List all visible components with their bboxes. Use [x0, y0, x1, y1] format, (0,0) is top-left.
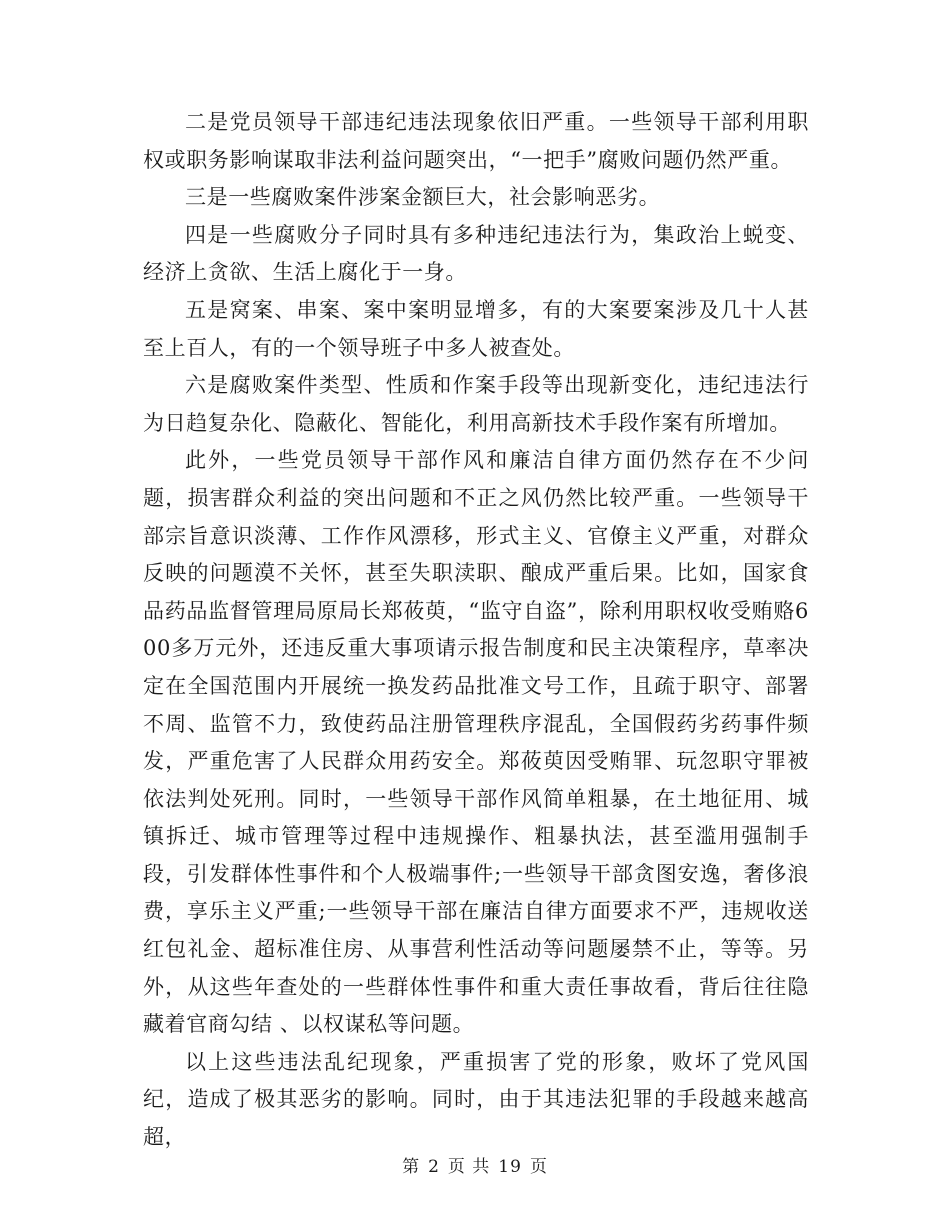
footer-suffix: 页	[529, 1157, 548, 1177]
page-footer	[0, 1152, 950, 1177]
paragraph-3: 三是一些腐败案件涉案金额巨大，社会影响恶劣。	[185, 185, 661, 210]
footer-prefix: 第	[402, 1157, 421, 1177]
paragraph-besides: 此外，一些党员领导干部作风和廉洁自律方面仍然存在不少问题，损害群众利益的突出问题和不正之风仍然比较严重。一些领导干部宗旨意识淡薄、工作作风漂移，形式主义、官僚主义严重，对群众反映的问题漠不关怀，甚至失职渎职、酿成严重后果。比如，国家食品药品监督管理局原局长郑莜萸，“监守自盗”，除利用职权收受贿赂600多万元外，还违反重大事项请示报告制度和民主决策程序，草率决定在全国范围内开展统一换发药品批准文号工作，且疏于职守、部署不周、监管不力，致使药品注册管理秩序混乱，全国假药劣药事件频发，严重危害了人民群众用药安全。郑莜萸因受贿罪、玩忽职守罪被依法判处死刑。同时，一些领导干部作风简单粗暴，在土地征用、城镇拆迁、城市管理等过程中违规操作、粗暴执法，甚至滥用强制手段，引发群体性事件和个人极端事件;一些领导干部贪图安逸，奢侈浪费，享乐主义严重;一些领导干部在廉洁自律方面要求不严，违规收送红包礼金、超标准住房、从事营利性活动等问题屡禁不止，等等。另外，从这些年查处的一些群体性事件和重大责任事故看，背后往往隐藏着官商勾结 、以权谋私等问题。	[143, 448, 809, 1037]
footer-middle: 页 共	[447, 1157, 491, 1177]
paragraph-6: 六是腐败案件类型、性质和作案手段等出现新变化，违纪违法行为日趋复杂化、隐蔽化、智能化，利用高新技术手段作案有所增加。	[143, 373, 809, 435]
paragraph-4: 四是一些腐败分子同时具有多种违纪违法行为，集政治上蜕变、经济上贪欲、生活上腐化于一身。	[143, 222, 809, 285]
paragraph-5: 五是窝案、串案、案中案明显增多，有的大案要案涉及几十人甚至上百人，有的一个领导班子中多人被查处。	[143, 297, 809, 360]
document-body	[143, 104, 809, 1157]
paragraph-2: 二是党员领导干部违纪违法现象依旧严重。一些领导干部利用职权或职务影响谋取非法利益问题突出，“一把手”腐败问题仍然严重。	[143, 110, 809, 172]
paragraph-conclusion: 以上这些违法乱纪现象，严重损害了党的形象，败坏了党风国纪，造成了极其恶劣的影响。同时，由于其违法犯罪的手段越来越高超，	[143, 1049, 809, 1150]
footer-current-page: 2	[428, 1157, 440, 1177]
footer-total-pages: 19	[498, 1157, 522, 1177]
